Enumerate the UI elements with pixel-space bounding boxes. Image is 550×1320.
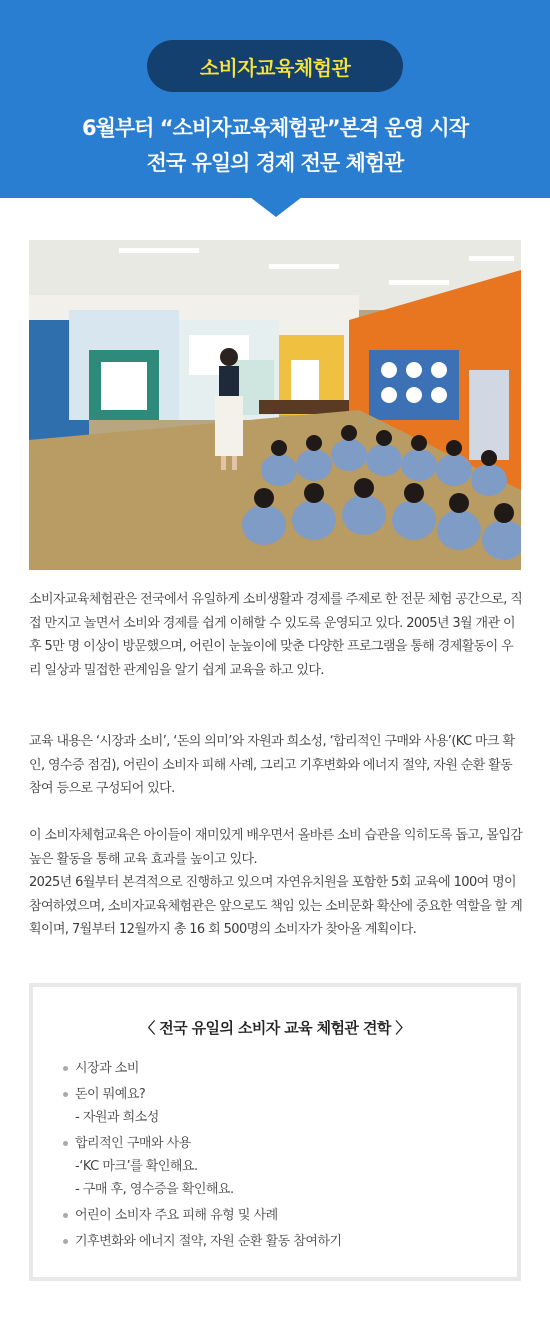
list-item <box>63 1057 493 1080</box>
item-label: 어린이 소비자 주요 피해 유형 및 사례 <box>75 1208 278 1223</box>
header-arrow <box>250 197 302 217</box>
item-label: 합리적인 구매와 사용 <box>75 1136 191 1151</box>
paragraph-text: 이 소비자체험교육은 아이들이 재미있게 배우면서 올바른 소비 습관을 익히도록 돕고, 몰입감 높은 활동을 통해 교육 효과를 높이고 있다. <box>29 828 523 867</box>
item-label: 시장과 소비 <box>75 1061 139 1076</box>
article-paragraph-1 <box>29 588 523 682</box>
item-label: 돈이 뭐예요? <box>75 1087 146 1102</box>
headline-line-1: 6월부터 “소비자교육체험관”본격 운영 시작 <box>81 116 468 140</box>
category-badge: 소비자교육체험관 <box>147 40 403 92</box>
box-title: 〈 전국 유일의 소비자 교육 체험관 견학 〉 <box>140 1019 410 1037</box>
tour-program-list <box>63 1057 493 1256</box>
paragraph-text: 교육 내용은 ‘시장과 소비’, ‘돈의 의미’와 자원과 희소성, ‘합리적인 구매와 사용’(KC 마크 확인, 영수증 점검), 어린이 소비자 피해 사례, 그리고 기후변화와 에너지 절약, 자원 순환 활동 참여 등으로 구성되어 있다. <box>29 734 515 796</box>
paragraph-text: 소비자교육체험관은 전국에서 유일하게 소비생활과 경제를 주제로 한 전문 체험 공간으로, 직접 만지고 놀면서 소비와 경제를 쉽게 이해할 수 있도록 운영되고 있다. 2005년 3월 개관 이후 5만 명 이상이 방문했으며, 어린이 눈높이에 맞춘 다양한 프로그램을 통해 경제활동이 우리 일상과 밀접한 관계임을 알기 쉽게 교육을 하고 있다. <box>29 592 523 678</box>
article-paragraph-2 <box>29 730 523 801</box>
classroom-photo <box>29 240 521 570</box>
tour-program-box <box>29 983 521 1281</box>
item-sub: - 구매 후, 영수증을 확인해요. <box>75 1182 234 1197</box>
list-item <box>63 1204 493 1227</box>
article-paragraph-3 <box>29 824 523 942</box>
list-item <box>63 1132 493 1201</box>
paragraph-text: 2025년 6월부터 본격적으로 진행하고 있으며 자연유치원을 포함한 5회 교육에 100여 명이 참여하였으며, 소비자교육체험관은 앞으로도 책임 있는 소비문화 확산에 중요한 역할을 할 계획이며, 7월부터 12월까지 총 16 회 500명의 소비자가 찾아올 계획이다. <box>29 875 523 937</box>
item-sub: -‘KC 마크’를 확인해요. <box>75 1159 198 1174</box>
header-banner <box>0 0 550 198</box>
item-label: 기후변화와 에너지 절약, 자원 순환 활동 참여하기 <box>75 1234 342 1249</box>
list-item <box>63 1230 493 1253</box>
headline-line-2: 전국 유일의 경제 전문 체험관 <box>146 151 404 175</box>
list-item <box>63 1083 493 1129</box>
item-sub: - 자원과 희소성 <box>75 1110 159 1125</box>
